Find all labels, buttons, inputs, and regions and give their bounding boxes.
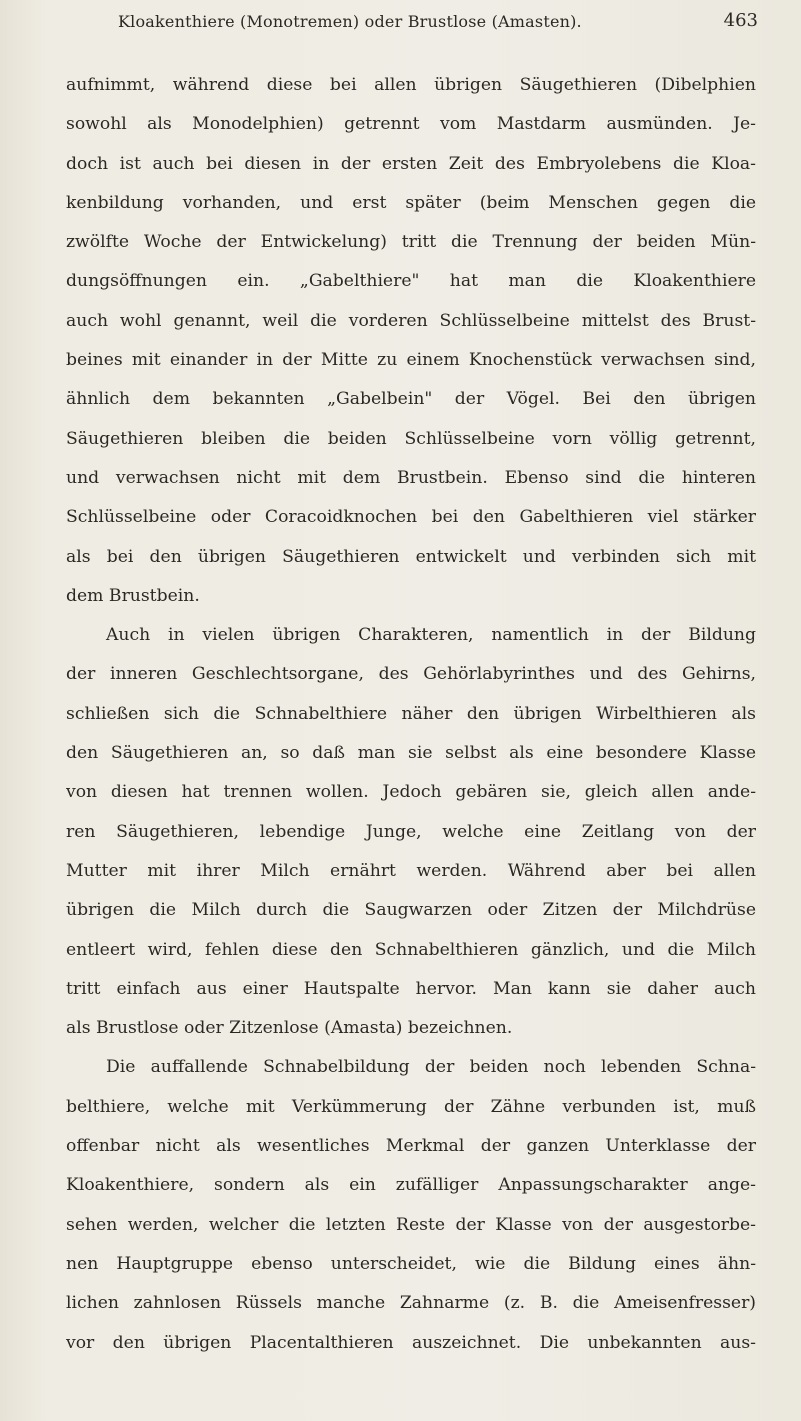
text-line: belthiere, welche mit Verkümmerung der Zähne verbunden ist, muß (66, 1096, 756, 1117)
text-line: Schlüsselbeine oder Coracoidknochen bei den Gabelthieren viel stärker (66, 507, 756, 528)
body-text (66, 66, 756, 1363)
text-line: lichen zahnlosen Rüssels manche Zahnarme (z. B. die Ameisenfresser) (66, 1293, 756, 1314)
text-line: offenbar nicht als wesentliches Merkmal der ganzen Unterklasse der (66, 1136, 756, 1157)
text-line: zwölfte Woche der Entwickelung) tritt die Trennung der beiden Mün- (66, 232, 756, 253)
text-line: als bei den übrigen Säugethieren entwickelt und verbinden sich mit (66, 546, 756, 567)
text-line: sehen werden, welcher die letzten Reste der Klasse von der ausgestorbe- (66, 1214, 756, 1235)
paragraph-start-line: Auch in vielen übrigen Charakteren, namentlich in der Bildung (106, 625, 756, 646)
paragraph-end-line: als Brustlose oder Zitzenlose (Amasta) bezeichnen. (66, 1018, 513, 1039)
text-line: und verwachsen nicht mit dem Brustbein. Ebenso sind die hinteren (66, 467, 756, 488)
paragraph-start-line: Die auffallende Schnabelbildung der beiden noch lebenden Schna- (106, 1057, 756, 1078)
text-line: entleert wird, fehlen diese den Schnabelthieren gänzlich, und die Milch (66, 939, 756, 960)
page-header (118, 10, 758, 36)
text-line: schließen sich die Schnabelthiere näher den übrigen Wirbelthieren als (66, 703, 756, 724)
text-line: Säugethieren bleiben die beiden Schlüsselbeine vorn völlig getrennt, (66, 428, 756, 449)
text-line: auch wohl genannt, weil die vorderen Schlüsselbeine mittelst des Brust- (66, 310, 756, 331)
text-line: aufnimmt, während diese bei allen übrigen Säugethieren (Dibelphien (66, 75, 756, 95)
text-line: Mutter mit ihrer Milch ernährt werden. Während aber bei allen (66, 860, 756, 881)
paragraph-end-line: dem Brustbein. (66, 585, 200, 606)
text-line: den Säugethieren an, so daß man sie selbst als eine besondere Klasse (66, 743, 756, 764)
text-line: dungsöffnungen ein. „Gabelthiere" hat man die Kloakenthiere (66, 271, 756, 292)
text-line: der inneren Geschlechtsorgane, des Gehörlabyrinthes und des Gehirns, (66, 664, 756, 685)
text-line: beines mit einander in der Mitte zu einem Knochenstück verwachsen sind, (66, 350, 756, 371)
text-line: Kloakenthiere, sondern als ein zufälliger Anpassungscharakter ange- (66, 1175, 756, 1196)
text-line: tritt einfach aus einer Hautspalte hervor. Man kann sie daher auch (66, 978, 756, 999)
text-line: übrigen die Milch durch die Saugwarzen oder Zitzen der Milchdrüse (66, 900, 756, 921)
text-line: vor den übrigen Placentalthieren auszeichnet. Die unbekannten aus- (66, 1332, 756, 1353)
text-line: ren Säugethieren, lebendige Junge, welche eine Zeitlang von der (66, 821, 756, 842)
text-line: nen Hauptgruppe ebenso unterscheidet, wie die Bildung eines ähn- (66, 1253, 756, 1274)
text-line: sowohl als Monodelphien) getrennt vom Mastdarm ausmünden. Je- (66, 114, 756, 135)
text-line: ähnlich dem bekannten „Gabelbein" der Vögel. Bei den übrigen (66, 389, 756, 410)
running-head: Kloakenthiere (Monotremen) oder Brustlose (Amasten). (118, 12, 582, 31)
text-line: kenbildung vorhanden, und erst später (beim Menschen gegen die (66, 192, 756, 213)
text-line: von diesen hat trennen wollen. Jedoch gebären sie, gleich allen ande- (66, 782, 756, 803)
page-number: 463 (723, 10, 758, 31)
text-line: doch ist auch bei diesen in der ersten Zeit des Embryolebens die Kloa- (66, 153, 756, 174)
